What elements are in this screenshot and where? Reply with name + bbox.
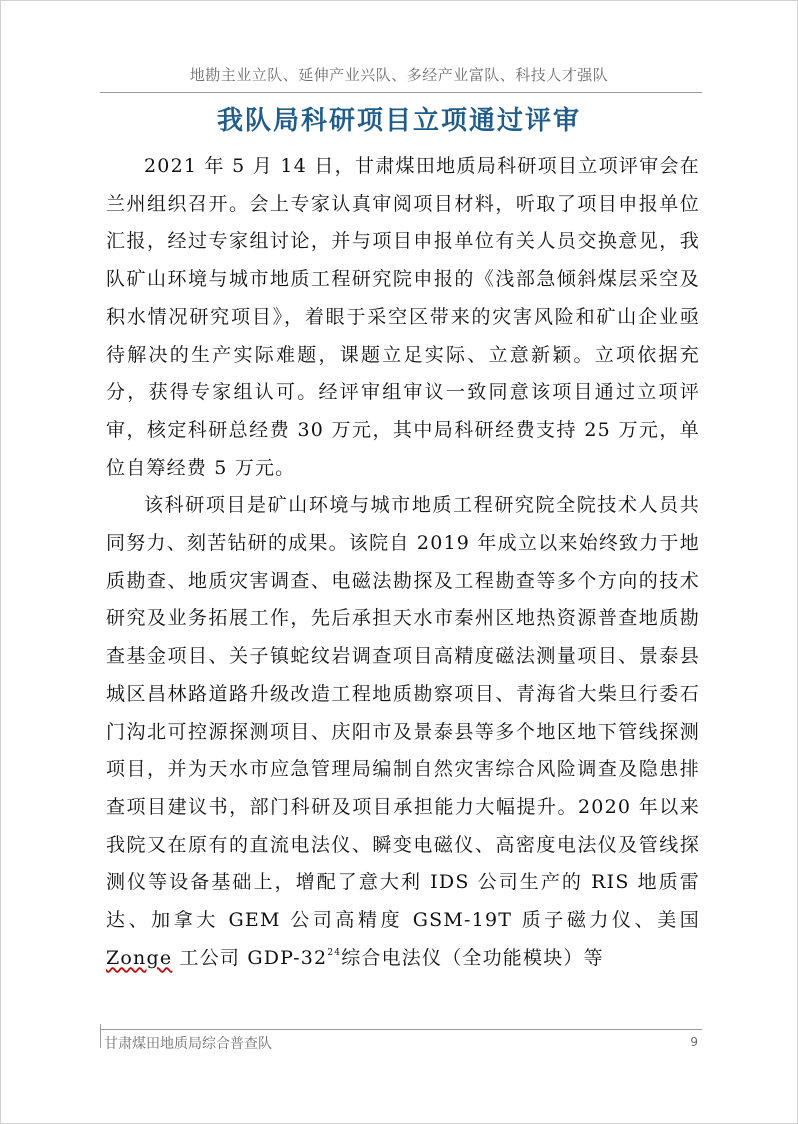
article-body xyxy=(106,148,700,977)
paragraph-2 xyxy=(106,487,700,977)
footer-divider xyxy=(100,1029,702,1030)
footer-organization: 甘肃煤田地质局综合普查队 xyxy=(104,1036,272,1052)
superscript: 24 xyxy=(327,947,342,958)
footer-marker xyxy=(100,1024,101,1048)
article-title: 我队局科研项目立项通过评审 xyxy=(216,106,581,136)
paragraph-2-text: 该科研项目是矿山环境与城市地质工程研究院全院技术人员共同努力、刻苦钻研的成果。该院自 2019 年成立以来始终致力于地质勘查、地质灾害调查、电磁法勘探及工程勘查等多个方向的技术研究及业务拓展工作，先后承担天水市秦州区地热资源普查地质勘查基金项目、关子镇蛇纹岩调查项目高精度磁法测量项目、景泰县城区昌林路道路升级改造工程地质勘察项目、青海省大柴旦行委石门沟北可控源探测项目、庆阳市及景泰县等多个地区地下管线探测项目，并为天水市应急管理局编制自然灾害综合风险调查及隐患排查项目建议书，部门科研及项目承担能力大幅提升。2020 年以来我院又在原有的直流电法仪、瞬变电磁仪、高密度电法仪及管线探测仪等设备基础上，增配了意大利 IDS 公司生产的 RIS 地质雷达、加拿大 GEM 公司高精度 GSM-19T 质子磁力仪、美国 xyxy=(106,494,700,932)
paragraph-2-tail-mid: 工公司 GDP-32 xyxy=(172,946,328,969)
header-divider xyxy=(100,92,702,93)
page-number: 9 xyxy=(690,1035,698,1049)
paragraph-1: 2021 年 5 月 14 日，甘肃煤田地质局科研项目立项评审会在兰州组织召开。会上专家认真审阅项目材料，听取了项目申报单位汇报，经过专家组讨论，并与项目申报单位有关人员交换意见，我队矿山环境与城市地质工程研究院申报的《浅部急倾斜煤层采空及积水情况研究项目》，着眼于采空区带来的灾害风险和矿山企业亟待解决的生产实际难题，课题立足实际、立意新颖。立项依据充分，获得专家组认可。经评审组审议一致同意该项目通过立项评审，核定科研总经费 30 万元，其中局科研经费支持 25 万元，单位自筹经费 5 万元。 xyxy=(106,155,700,479)
spellcheck-flagged-word: Zonge xyxy=(106,946,173,969)
paragraph-2-tail-end: 综合电法仪（全功能模块）等 xyxy=(341,946,604,969)
header-slogan: 地勘主业立队、延伸产业兴队、多经产业富队、科技人才强队 xyxy=(189,66,609,84)
